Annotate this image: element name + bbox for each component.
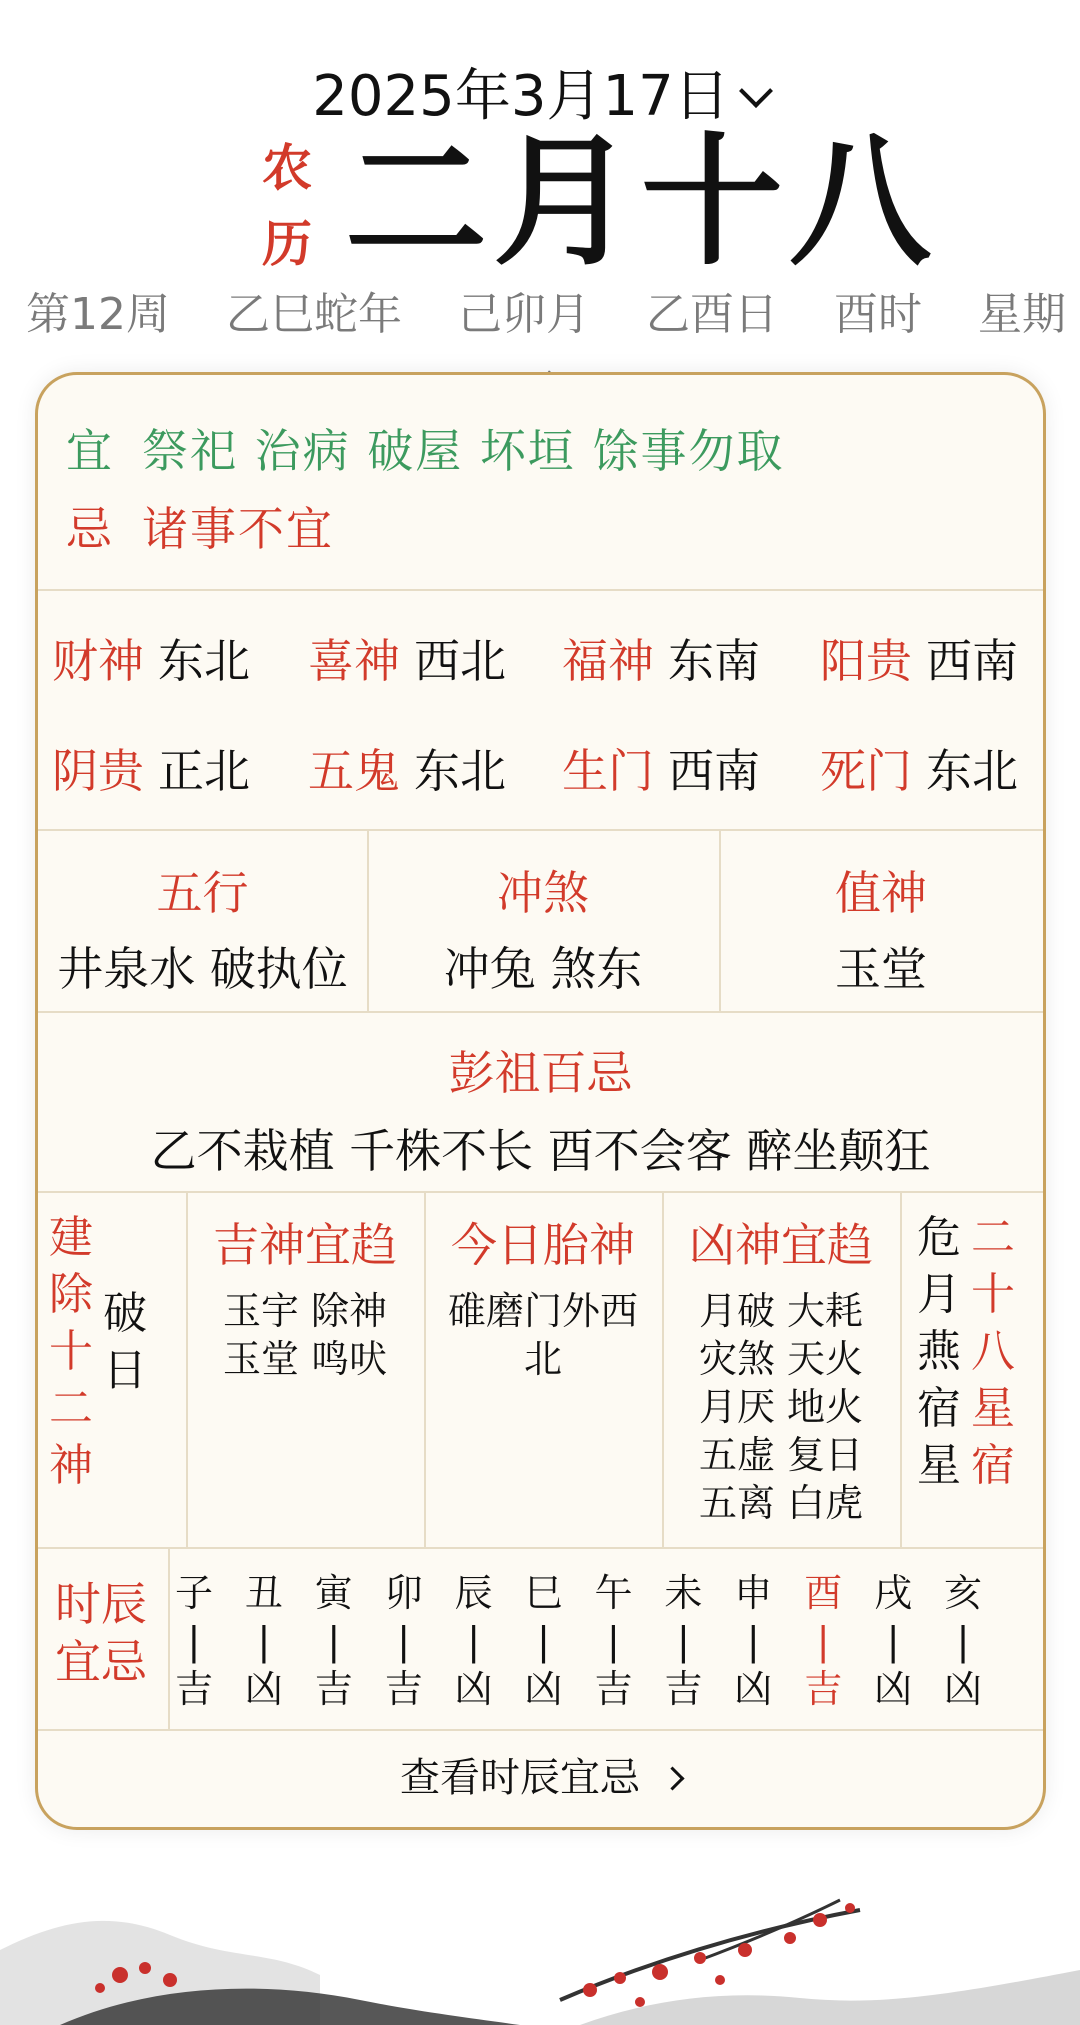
hour-luck: 吉 [174, 1667, 213, 1711]
direction-item: 生门 西南 [562, 744, 760, 798]
jishen-cell [186, 1191, 426, 1547]
wuxing-value: 井泉水 破执位 [57, 942, 348, 996]
direction-item: 阳贵 西南 [820, 634, 1018, 688]
date-text: 2025年3月17日 [312, 64, 730, 129]
pengzu-value: 乙不栽植 千株不长 酉不会客 醉坐颠狂 [150, 1124, 931, 1178]
hour-bar: | [537, 1619, 550, 1663]
hour-bar: | [676, 1619, 690, 1663]
hour-luck: 凶 [944, 1667, 983, 1711]
xingxiu-label: 二 十 八 星 宿 [971, 1212, 1015, 1491]
hour-item [583, 1569, 643, 1713]
yi-text: 祭祀 治病 破屋 坏垣 馀事勿取 [142, 424, 785, 478]
hour-zhi: 辰 [454, 1571, 493, 1615]
wuxing-title: 五行 [156, 866, 249, 920]
direction-item: 五鬼 东北 [308, 744, 506, 798]
hour-bar: | [816, 1619, 830, 1663]
ji-line [66, 493, 334, 559]
jishen-title: 吉神宜趋 [213, 1218, 397, 1272]
hour-zhi: 酉 [804, 1571, 843, 1615]
pengzu-title: 彭祖百忌 [448, 1046, 633, 1100]
chongsha-cell [367, 829, 721, 1011]
chongsha-value: 冲兔 煞东 [443, 942, 643, 996]
hour-item [723, 1569, 783, 1713]
hour-ganzhi: 酉时 [834, 289, 922, 340]
gods-section [38, 1191, 1043, 1549]
hour-luck: 吉 [664, 1667, 703, 1711]
xingxiu-cell [900, 1191, 1043, 1547]
hour-bar: | [327, 1619, 341, 1663]
view-hours-label: 查看时辰宜忌 [400, 1755, 640, 1801]
taishen-value: 碓磨门外西 北 [447, 1289, 638, 1381]
yi-label: 宜 [66, 424, 114, 478]
hour-luck: 凶 [734, 1667, 773, 1711]
direction-item: 死门 东北 [820, 744, 1018, 798]
direction-item: 福神 东南 [562, 634, 760, 688]
info-section [38, 829, 1043, 1013]
hour-item [234, 1569, 294, 1713]
hour-item [164, 1569, 224, 1713]
hour-bar: | [257, 1619, 271, 1663]
hour-item [793, 1569, 853, 1713]
lunar-tag [252, 130, 322, 282]
hour-bar: | [886, 1619, 900, 1663]
hour-luck: 凶 [524, 1667, 563, 1711]
hour-zhi: 寅 [314, 1571, 353, 1615]
jianchu-cell [38, 1191, 188, 1547]
hour-zhi: 巳 [524, 1571, 563, 1615]
almanac-card [35, 372, 1046, 1830]
hour-zhi: 午 [594, 1571, 633, 1615]
direction-item: 财神 东北 [52, 634, 250, 688]
hour-zhi: 卯 [384, 1571, 423, 1615]
taishen-title: 今日胎神 [451, 1218, 635, 1272]
directions-section [38, 589, 1043, 831]
hour-zhi: 戌 [874, 1571, 913, 1615]
jianchu-label: 建 除 十 二 神 [49, 1212, 93, 1491]
jianchu-value: 破 日 [103, 1288, 147, 1396]
lunar-date: 二月十八 [345, 120, 937, 285]
view-hours-button[interactable] [38, 1729, 1043, 1827]
hour-zhi: 未 [664, 1571, 703, 1615]
hour-item [653, 1569, 713, 1713]
hour-luck: 吉 [804, 1667, 843, 1711]
weekday: 星期 [978, 289, 1066, 340]
wuxing-cell [38, 829, 369, 1011]
scenery-decoration [0, 1880, 1080, 2025]
hour-item [374, 1569, 434, 1713]
hour-bar: | [187, 1619, 201, 1663]
taishen-cell [424, 1191, 664, 1547]
direction-item: 喜神 西北 [308, 634, 506, 688]
pengzu-section [38, 1011, 1043, 1193]
lunar-tag-char: 历 [262, 215, 312, 273]
xiongshen-title: 凶神宜趋 [689, 1218, 873, 1272]
hour-luck: 吉 [384, 1667, 423, 1711]
zhishen-value: 玉堂 [835, 942, 927, 996]
chevron-down-icon [739, 74, 773, 108]
zhishen-cell [719, 829, 1043, 1011]
xiongshen-list: 月破 大耗 灾煞 天火 月厌 地火 五虚 复日 五离 白虎 [698, 1289, 864, 1525]
chevron-right-icon [660, 1766, 684, 1790]
chongsha-title: 冲煞 [497, 866, 589, 920]
hour-bar: | [956, 1619, 970, 1663]
hour-bar: | [746, 1619, 760, 1663]
hour-bar: | [397, 1619, 411, 1663]
yiji-section [38, 375, 1043, 591]
hours-label: 时辰 宜忌 [55, 1577, 147, 1689]
xingxiu-value: 危 月 燕 宿 星 [917, 1212, 961, 1491]
zhishen-title: 值神 [835, 866, 927, 920]
ji-text: 诸事不宜 [142, 502, 334, 556]
hour-zhi: 丑 [244, 1571, 283, 1615]
hour-luck: 凶 [874, 1667, 913, 1711]
hour-item [933, 1569, 993, 1713]
hour-item [863, 1569, 923, 1713]
week-number: 第12周 [26, 289, 170, 340]
direction-item: 阴贵 正北 [52, 744, 250, 798]
hour-zhi: 亥 [944, 1571, 983, 1615]
jishen-list: 玉宇 除神 玉堂 鸣吠 [222, 1289, 388, 1381]
hour-item [304, 1569, 364, 1713]
hour-item [514, 1569, 574, 1713]
hour-luck: 凶 [454, 1667, 493, 1711]
hour-bar: | [467, 1619, 481, 1663]
lunar-tag-char: 农 [262, 139, 312, 197]
month-ganzhi: 己卯月 [458, 289, 590, 340]
hour-item [444, 1569, 504, 1713]
ji-label: 忌 [66, 502, 114, 556]
year-ganzhi: 乙巳蛇年 [226, 289, 402, 340]
hour-luck: 凶 [244, 1667, 283, 1711]
hour-luck: 吉 [594, 1667, 633, 1711]
hours-section [38, 1547, 1043, 1731]
hour-zhi: 子 [174, 1571, 213, 1615]
hour-luck: 吉 [314, 1667, 353, 1711]
day-ganzhi: 乙酉日 [646, 289, 778, 340]
hour-zhi: 申 [734, 1571, 773, 1615]
hour-bar: | [607, 1619, 620, 1663]
xiongshen-cell [662, 1191, 902, 1547]
yi-line [66, 415, 785, 481]
